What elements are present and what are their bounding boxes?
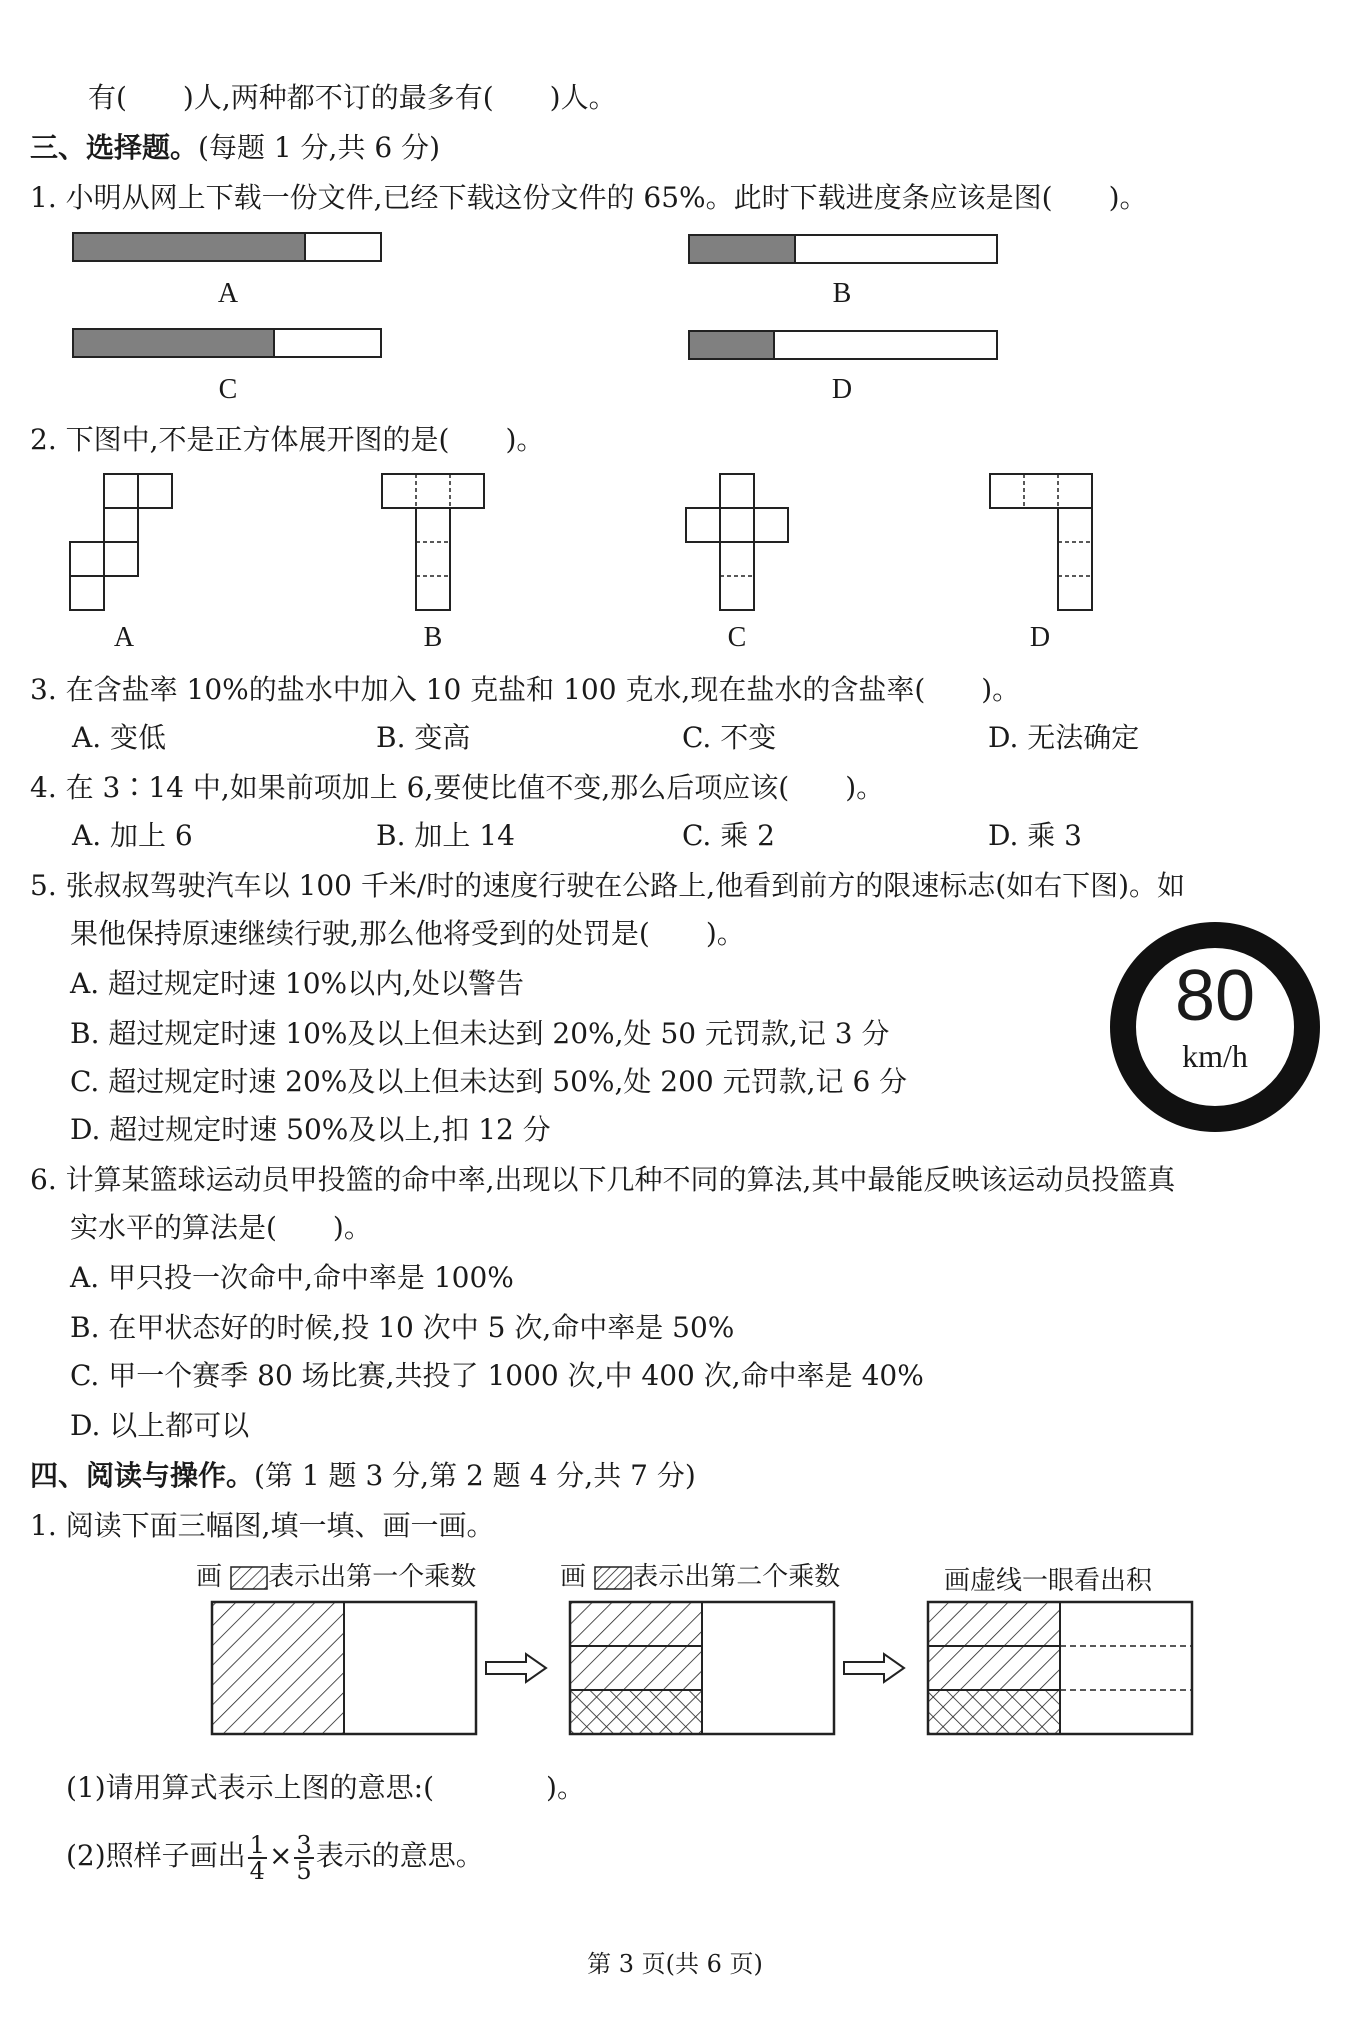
cross-hatch-swatch-icon — [594, 1566, 632, 1590]
caption-1-pre: 画 — [196, 1562, 223, 1592]
section4-note: (第 1 题 3 分,第 2 题 4 分,共 7 分) — [254, 1459, 696, 1492]
sub2-suffix: 表示的意思。 — [315, 1839, 484, 1872]
q6-option-b: B. 在甲状态好的时候,投 10 次中 5 次,命中率是 50% — [70, 1311, 735, 1344]
q5-option-d: D. 超过规定时速 50%及以上,扣 12 分 — [70, 1113, 551, 1146]
q6-option-c: C. 甲一个赛季 80 场比赛,共投了 1000 次,中 400 次,命中率是 40% — [70, 1359, 924, 1392]
progress-fill-d — [690, 332, 775, 358]
net-label-b: B — [423, 622, 443, 653]
q3-option-d: D. 无法确定 — [988, 721, 1140, 754]
carryover-line: 有( )人,两种都不订的最多有( )人。 — [88, 81, 617, 114]
caption-second-factor — [560, 1556, 840, 1593]
section3-heading — [30, 130, 440, 166]
q5-line2: 果他保持原速继续行驶,那么他将受到的处罚是( )。 — [70, 917, 745, 950]
caption-2-post: 表示出第二个乘数 — [632, 1562, 841, 1592]
diagram-first-factor — [212, 1602, 476, 1734]
s4-q1-sub1: (1)请用算式表示上图的意思:( )。 — [66, 1771, 585, 1804]
frac2-denominator: 5 — [296, 1856, 312, 1885]
q6-option-a: A. 甲只投一次命中,命中率是 100% — [70, 1261, 514, 1294]
net-label-c: C — [727, 622, 747, 653]
fraction-one-quarter — [248, 1830, 267, 1885]
diagram-second-factor — [570, 1602, 834, 1734]
caption-dashed-product: 画虚线一眼看出积 — [944, 1566, 1153, 1596]
q6-line2: 实水平的算法是( )。 — [70, 1211, 372, 1244]
caption-1-post: 表示出第一个乘数 — [268, 1562, 477, 1592]
progress-fill-a — [74, 234, 306, 260]
section4-title: 四、阅读与操作。 — [30, 1459, 255, 1492]
caption-first-factor — [196, 1556, 476, 1593]
section4-heading — [30, 1458, 696, 1494]
section3-title: 三、选择题。 — [30, 131, 199, 164]
q3-text: 3. 在含盐率 10%的盐水中加入 10 克盐和 100 克水,现在盐水的含盐率( )。 — [30, 673, 1021, 706]
q6-line1: 6. 计算某篮球运动员甲投篮的命中率,出现以下几种不同的算法,其中最能反映该运动员投篮真 — [30, 1163, 1176, 1196]
multiplication-diagrams — [200, 1598, 1200, 1758]
progress-bar-d — [688, 330, 998, 360]
frac1-numerator: 1 — [249, 1830, 265, 1859]
q3-option-c: C. 不变 — [682, 721, 777, 754]
frac2-numerator: 3 — [296, 1830, 312, 1859]
bar-label-d: D — [831, 374, 853, 405]
progress-bar-c — [72, 328, 382, 358]
progress-fill-b — [690, 236, 796, 262]
cube-net-d — [988, 472, 1096, 614]
section3-note: (每题 1 分,共 6 分) — [198, 131, 440, 164]
q1-text: 1. 小明从网上下载一份文件,已经下载这份文件的 65%。此时下载进度条应该是图( )。 — [30, 181, 1148, 214]
q5-option-a: A. 超过规定时速 10%以内,处以警告 — [70, 967, 525, 1000]
frac1-denominator: 4 — [249, 1856, 265, 1885]
fraction-three-fifths — [294, 1830, 313, 1885]
diagram-product — [928, 1602, 1192, 1734]
q3-option-b: B. 变高 — [376, 721, 471, 754]
speed-limit-unit: km/h — [1182, 1038, 1248, 1074]
q5-line1: 5. 张叔叔驾驶汽车以 100 千米/时的速度行驶在公路上,他看到前方的限速标志(如右下图)。如 — [30, 869, 1186, 902]
single-hatch-swatch-icon — [230, 1566, 268, 1590]
bar-label-c: C — [218, 374, 238, 405]
cube-net-b — [380, 472, 488, 614]
cube-net-a — [68, 472, 180, 614]
q3-option-a: A. 变低 — [72, 721, 167, 754]
q6-option-d: D. 以上都可以 — [70, 1409, 250, 1442]
s4-q1-text: 1. 阅读下面三幅图,填一填、画一画。 — [30, 1509, 495, 1542]
net-label-a: A — [113, 622, 135, 653]
times-sign: × — [268, 1839, 293, 1872]
page-footer: 第 3 页(共 6 页) — [587, 1950, 763, 1978]
q2-text: 2. 下图中,不是正方体展开图的是( )。 — [30, 423, 545, 456]
s4-q1-sub2 — [66, 1826, 484, 1886]
q4-option-a: A. 加上 6 — [72, 819, 193, 852]
progress-bar-a — [72, 232, 382, 262]
caption-2-pre: 画 — [560, 1562, 587, 1592]
net-label-d: D — [1029, 622, 1051, 653]
q4-text: 4. 在 3∶14 中,如果前项加上 6,要使比值不变,那么后项应该( )。 — [30, 771, 885, 804]
q4-option-d: D. 乘 3 — [988, 819, 1082, 852]
speed-limit-number: 80 — [1174, 956, 1256, 1036]
progress-bar-b — [688, 234, 998, 264]
q5-option-b: B. 超过规定时速 10%及以上但未达到 20%,处 50 元罚款,记 3 分 — [70, 1017, 890, 1050]
sub2-prefix: (2)照样子画出 — [66, 1839, 246, 1872]
bar-label-a: A — [217, 278, 239, 309]
bar-label-b: B — [832, 278, 852, 309]
q4-option-c: C. 乘 2 — [682, 819, 775, 852]
progress-fill-c — [74, 330, 275, 356]
cube-net-c — [684, 472, 792, 614]
q5-option-c: C. 超过规定时速 20%及以上但未达到 50%,处 200 元罚款,记 6 分 — [70, 1065, 908, 1098]
speed-limit-sign — [1110, 922, 1320, 1132]
q4-option-b: B. 加上 14 — [376, 819, 515, 852]
